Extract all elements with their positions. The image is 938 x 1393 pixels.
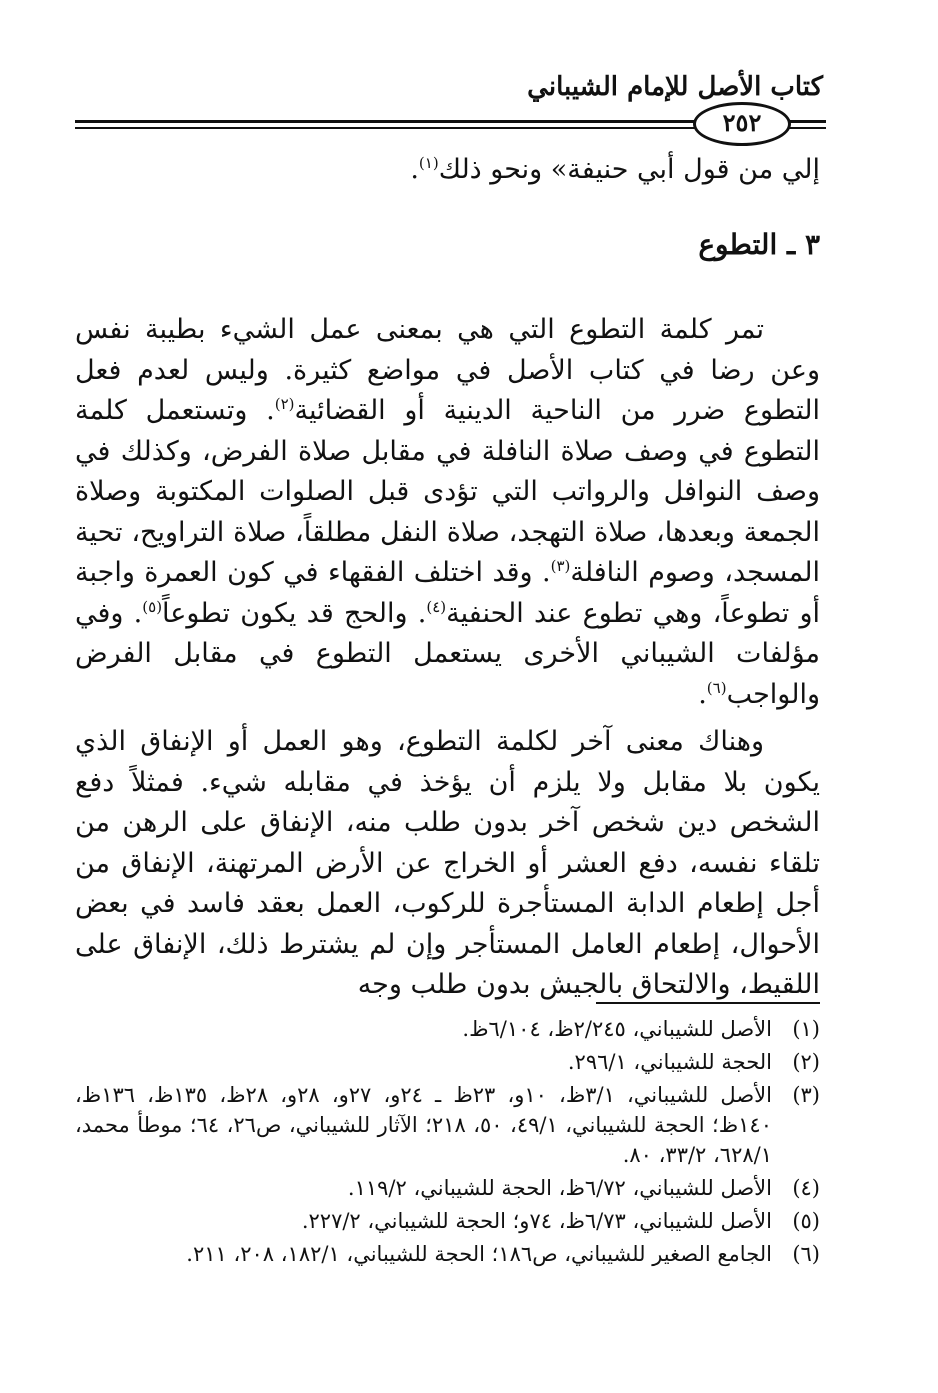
footnote-number: (٤) <box>792 1176 820 1200</box>
footnote-text: الحجة للشيباني، ٢٩٦/١. <box>567 1050 772 1074</box>
footnote-ref-4[interactable]: (٤) <box>426 597 447 616</box>
footnote <box>75 1080 820 1170</box>
page-number: ٢٥٢ <box>693 102 791 146</box>
p1-part-c: . وقد اختلف الفقهاء في كون العمرة واجبة أو تطوعاً، وهي تطوع عند الحنفية <box>75 557 820 629</box>
continuation-end: . <box>410 154 419 185</box>
footnotes <box>75 1014 820 1272</box>
footnote-text: الأصل للشيباني، ٦/٧٢ظ، الحجة للشيباني، ١١٩/٢. <box>347 1176 772 1200</box>
running-head-title: كتاب الأصل للإمام الشيباني <box>527 72 823 102</box>
footnote-ref-1[interactable]: (١) <box>418 154 439 172</box>
footnote <box>75 1173 820 1203</box>
footnote-text: الأصل للشيباني، ٣/١ظ، ١٠و، ٢٣ظ ـ ٢٤و، ٢٧و، ٢٨و، ٢٨ظ، ١٣٥ظ، ١٣٦ظ، ١٤٠ظ؛ الحجة للشيباني، ٤٩/١، ٥٠، ٢١٨؛ الآثار للشيباني، ص٢٦، ٦٤؛ موطأ محمد، ٦٢٨/١، ٣٣/٢، ٨٠. <box>75 1083 772 1167</box>
section-heading: ٣ ـ التطوع <box>698 228 820 261</box>
footnote-text: الأصل للشيباني، ٢/٢٤٥ظ، ٦/١٠٤ظ. <box>462 1017 772 1041</box>
paragraph-2: وهناك معنى آخر لكلمة التطوع، وهو العمل أو الإنفاق الذي يكون بلا مقابل ولا يلزم أن يؤخذ في مقابله شيء. فمثلاً دفع الشخص دين شخص آخر بدون طلب منه، الإنفاق على الرهن من تلقاء نفسه، دفع العشر أو الخراج عن الأرض المرتهنة، الإنفاق من أجل إطعام الدابة المستأجرة للركوب، العمل بعقد فاسد في بعض الأحوال، إطعام العامل المستأجر وإن لم يشترط ذلك، الإنفاق على اللقيط، والالتحاق بالجيش بدون طلب وجه <box>75 726 820 1000</box>
footnote <box>75 1206 820 1236</box>
footnote-separator <box>596 1002 820 1004</box>
continuation-line <box>75 150 820 191</box>
p1-part-a: تمر كلمة التطوع التي هي بمعنى عمل الشيء بطيبة نفس وعن رضا في كتاب الأصل في مواضع كثيرة. وليس لعدم فعل التطوع ضرر من الناحية الدينية أو القضائية <box>75 314 820 426</box>
p1-part-e: . وفي مؤلفات الشيباني الأخرى يستعمل التطوع في مقابل الفرض والواجب <box>75 597 820 710</box>
footnote-ref-2[interactable]: (٢) <box>274 395 295 413</box>
footnote <box>75 1014 820 1044</box>
paragraph-1 <box>75 310 820 715</box>
p1-part-b: . وتستعمل كلمة التطوع في وصف صلاة النافلة في مقابل صلاة الفرض، وكذلك في وصف النوافل والرواتب التي تؤدى قبل الصلوات المكتوبة وصلاة الجمعة وبعدها، صلاة التهجد، صلاة النفل مطلقاً، صلاة التراويح، تحية المسجد، وصوم النافلة <box>75 395 820 588</box>
footnote-number: (١) <box>792 1017 820 1041</box>
footnote-ref-5[interactable]: (٥) <box>142 597 163 616</box>
p1-part-f: . <box>698 678 707 710</box>
footnote-number: (٦) <box>792 1242 820 1266</box>
footnote-text: الجامع الصغير للشيباني، ص١٨٦؛ الحجة للشيباني، ١٨٢/١، ٢٠٨، ٢١١. <box>186 1242 772 1266</box>
footnote-number: (٥) <box>792 1209 820 1233</box>
footnote <box>75 1047 820 1077</box>
footnote-number: (٣) <box>792 1083 820 1107</box>
footnote-ref-3[interactable]: (٣) <box>550 557 571 575</box>
continuation-text: إلي من قول أبي حنيفة» ونحو ذلك <box>438 154 820 185</box>
footnote-text: الأصل للشيباني، ٦/٧٣ظ، ٧٤و؛ الحجة للشيباني، ٢٢٧/٢. <box>301 1209 772 1233</box>
footnote <box>75 1239 820 1269</box>
p1-part-d: . والحج قد يكون تطوعاً <box>162 597 427 629</box>
footnote-ref-6[interactable]: (٦) <box>706 678 727 697</box>
footnote-number: (٢) <box>792 1050 820 1074</box>
